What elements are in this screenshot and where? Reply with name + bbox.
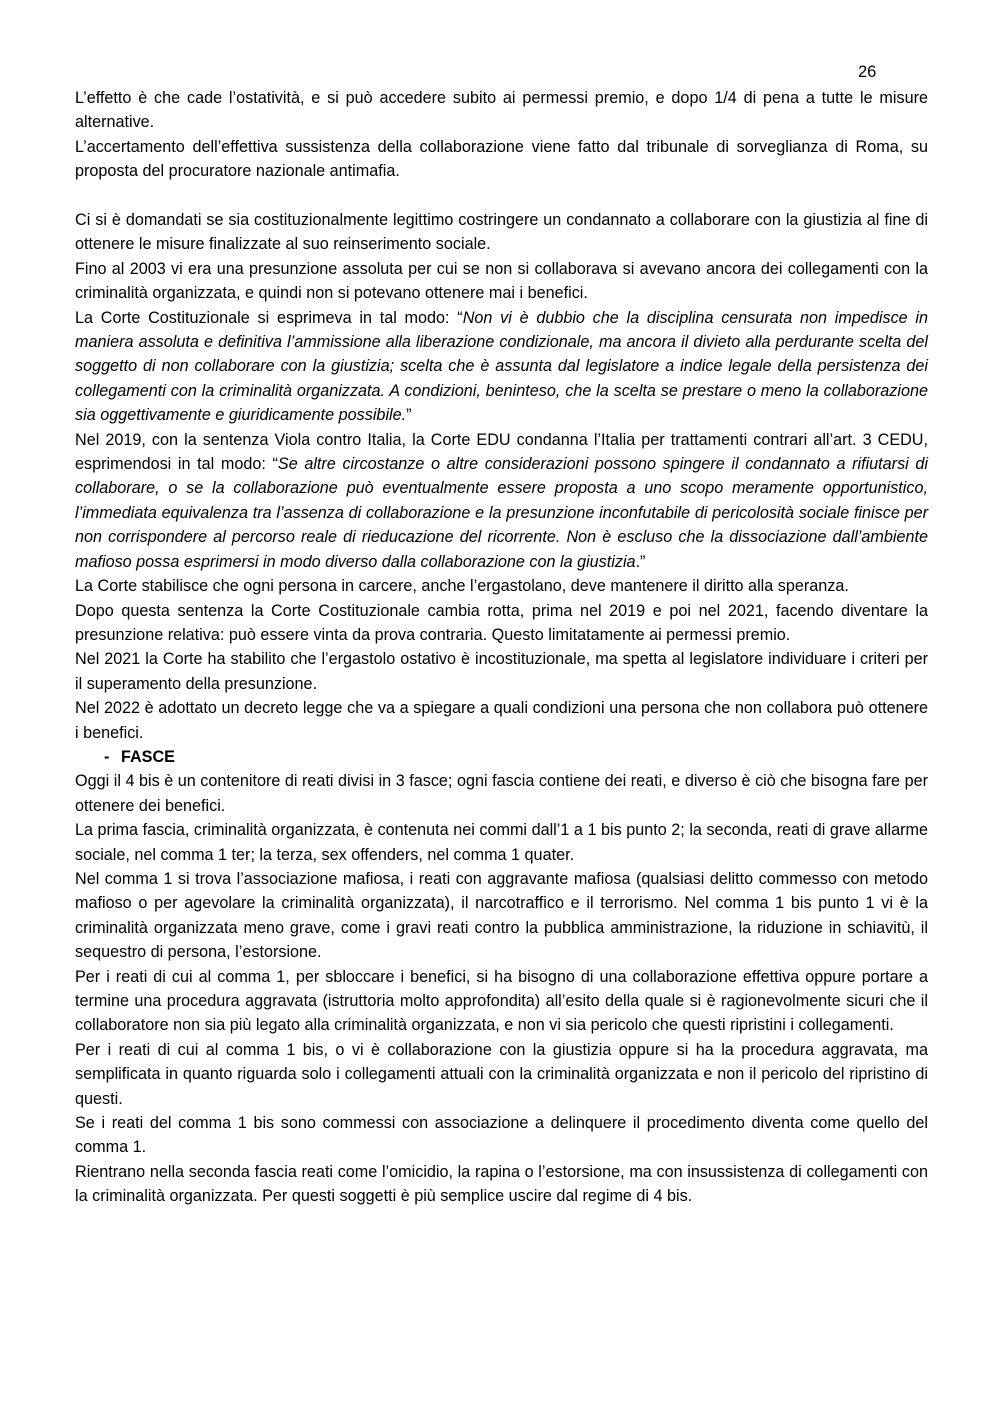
paragraph: Oggi il 4 bis è un contenitore di reati divisi in 3 fasce; ogni fascia contiene dei reati, e diverso è ciò che bisogna fare per ottenere dei benefici. <box>75 772 928 815</box>
paragraph: La Corte stabilisce che ogni persona in carcere, anche l’ergastolano, deve mantenere il diritto alla speranza. <box>75 577 849 596</box>
paragraph: Se i reati del comma 1 bis sono commessi con associazione a delinquere il procedimento diventa come quello del comma 1. <box>75 1114 928 1157</box>
quote-text: Non vi è dubbio che la disciplina censurata non impedisce in maniera assoluta e definitiva l’ammissione alla liberazione condizionale, ma ancora il divieto alla perdurante scelta del soggetto di non collaborare con la giustizia; scelta che è assunta dal legislatore a indice legale della persistenza dei collegamenti con la criminalità organizzata. A condizioni, beninteso, che la scelta se prestare o meno la collaborazione sia oggettivamente e giuridicamente possibile. <box>75 308 929 425</box>
corte-costituzionale-quote-paragraph <box>75 306 928 428</box>
page-number: 26 <box>858 63 877 81</box>
paragraph: L’accertamento dell’effettiva sussistenza della collaborazione viene fatto dal tribunale di sorveglianza di Roma, su proposta del procuratore nazionale antimafia. <box>75 137 928 181</box>
quote-text: Se altre circostanze o altre considerazioni possono spingere il condannato a rifiutarsi di collaborare, o se la collaborazione può eventualmente essere proposta a uno scopo meramente opportunistico, l’immediata equivalenza tra l’assenza di collaborazione e la presunzione inconfutabile di pericolosità sociale finisce per non corrispondere al percorso reale di rieducazione del ricorrente. Non è escluso che la dissociazione dall’ambiente mafioso possa esprimersi in modo diverso dalla collaborazione con la giustizia <box>75 455 928 571</box>
paragraph: Fino al 2003 vi era una presunzione assoluta per cui se non si collaborava si avevano ancora dei collegamenti con la criminalità organizzata, e quindi non si potevano ottenere mai i benefici. <box>75 259 928 303</box>
paragraph: Per i reati di cui al comma 1, per sbloccare i benefici, si ha bisogno di una collaborazione effettiva oppure portare a termine una procedura aggravata (istruttoria molto approfondita) all’esito della quale si è ragionevolmente sicuri che il collaboratore non sia più legato alla criminalità organizzata, e non vi sia pericolo che questi ripristini i collegamenti. <box>75 967 928 1035</box>
bullet-dash: - <box>104 747 110 766</box>
paragraph: La prima fascia, criminalità organizzata, è contenuta nei commi dall’1 a 1 bis punto 2; la seconda, reati di grave allarme sociale, nel comma 1 ter; la terza, sex offenders, nel comma 1 quater. <box>75 821 928 864</box>
paragraph: Nel 2022 è adottato un decreto legge che va a spiegare a quali condizioni una persona che non collabora può ottenere i benefici. <box>75 699 928 742</box>
quote-end: .” <box>635 552 646 571</box>
paragraph: Ci si è domandati se sia costituzionalmente legittimo costringere un condannato a collaborare con la giustizia al fine di ottenere le misure finalizzate al suo reinserimento sociale. <box>75 211 928 254</box>
quote-end: ” <box>406 406 412 425</box>
document-body <box>75 86 928 1209</box>
paragraph: Rientrano nella seconda fascia reati come l’omicidio, la rapina o l’estorsione, ma con insussistenza di collegamenti con la criminalità organizzata. Per questi soggetti è più semplice uscire dal regime di 4 bis. <box>75 1162 928 1206</box>
paragraph: Dopo questa sentenza la Corte Costituzionale cambia rotta, prima nel 2019 e poi nel 2021, facendo diventare la presunzione relativa: può essere vinta da prova contraria. Questo limitatamente ai permessi premio. <box>75 601 928 644</box>
blank-line <box>75 184 928 208</box>
quote-lead: Nel 2019, con la sentenza Viola contro Italia, la Corte EDU condanna l’Italia per trattamenti contrari all’art. 3 CEDU, esprimendosi in tal modo: “ <box>75 430 928 474</box>
paragraph: Nel comma 1 si trova l’associazione mafiosa, i reati con aggravante mafiosa (qualsiasi delitto commesso con metodo mafioso o per agevolare la criminalità organizzata), il narcotraffico e il terrorismo. Nel comma 1 bis punto 1 vi è la criminalità organizzata meno grave, come i gravi reati contro la pubblica amministrazione, la riduzione in schiavitù, il sequestro di persona, l’estorsione. <box>75 869 928 962</box>
paragraph: Nel 2021 la Corte ha stabilito che l’ergastolo ostativo è incostituzionale, ma spetta al legislatore individuare i criteri per il superamento della presunzione. <box>75 650 928 693</box>
paragraph: L’effetto è che cade l’ostatività, e si può accedere subito ai permessi premio, e dopo 1/4 di pena a tutte le misure alternative. <box>75 89 928 132</box>
section-heading-fasce <box>75 745 928 769</box>
quote-lead: La Corte Costituzionale si esprimeva in tal modo: “ <box>75 308 463 327</box>
corte-edu-quote-paragraph <box>75 428 928 574</box>
heading-label: FASCE <box>121 747 175 766</box>
paragraph: Per i reati di cui al comma 1 bis, o vi è collaborazione con la giustizia oppure si ha la procedura aggravata, ma semplificata in quanto riguarda solo i collegamenti attuali con la criminalità organizzata e non il pericolo del ripristino di questi. <box>75 1040 928 1108</box>
